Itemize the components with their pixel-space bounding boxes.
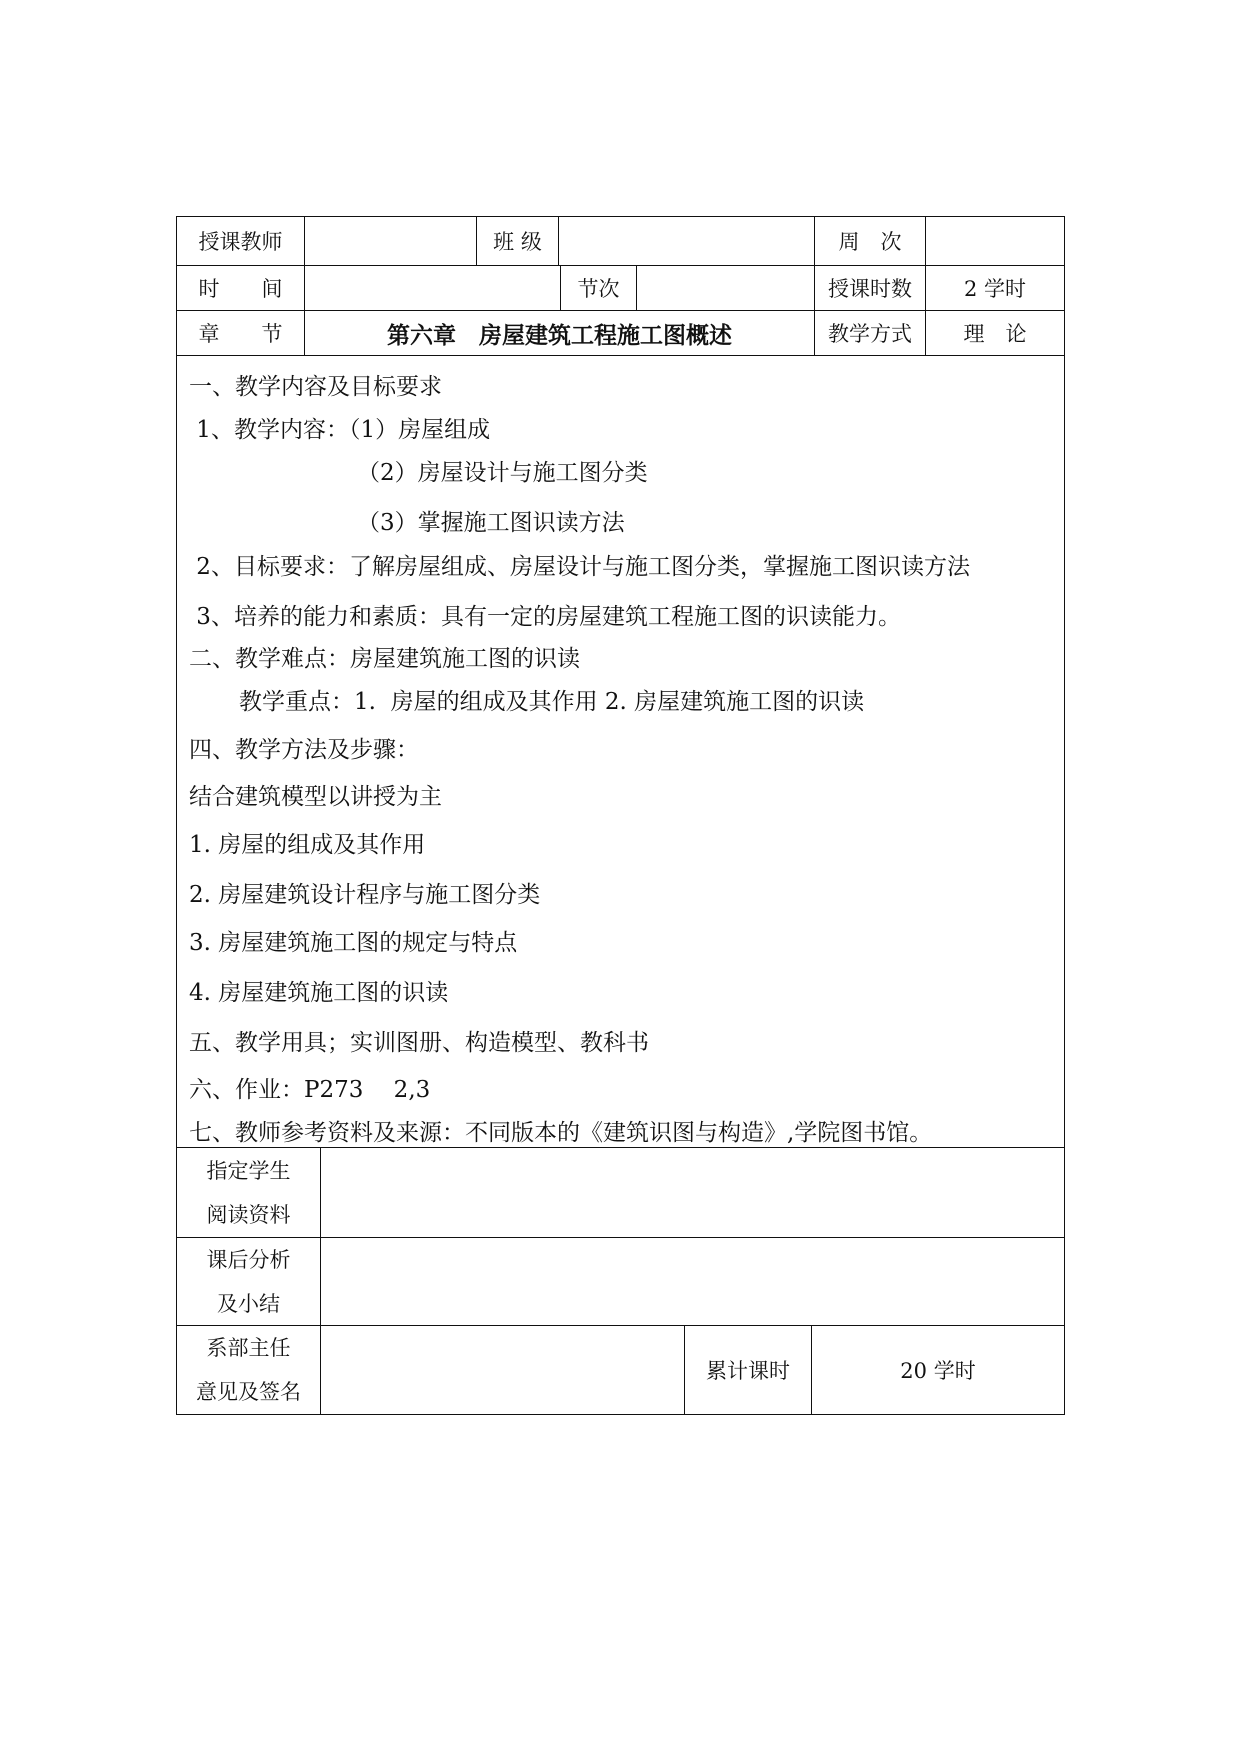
reading-label <box>177 1148 321 1237</box>
content-line: 七、教师参考资料及来源：不同版本的《建筑识图与构造》,学院图书馆。 <box>189 1120 933 1146</box>
content-line: 2、目标要求：了解房屋组成、房屋设计与施工图分类，掌握施工图识读方法 <box>189 554 970 580</box>
content-line: （2）房屋设计与施工图分类 <box>357 460 648 486</box>
section-no-label: 节次 <box>561 266 637 310</box>
cumulative-label: 累计课时 <box>685 1326 812 1414</box>
class-label: 班 级 <box>477 217 559 265</box>
header-row-1 <box>176 216 1065 266</box>
content-line: （3）掌握施工图识读方法 <box>357 510 625 536</box>
content-line: 2. 房屋建筑设计程序与施工图分类 <box>189 882 541 908</box>
header-row-3 <box>176 311 1065 356</box>
content-line: 1、教学内容：（1）房屋组成 <box>189 417 491 443</box>
reading-row <box>176 1148 1065 1238</box>
class-value[interactable] <box>559 217 815 265</box>
week-value[interactable] <box>926 217 1064 265</box>
method-label: 教学方式 <box>815 311 926 355</box>
cumulative-value: 20 学时 <box>900 1359 976 1383</box>
time-value[interactable] <box>305 266 561 310</box>
content-line: 结合建筑模型以讲授为主 <box>189 784 442 810</box>
teaching-content <box>176 356 1065 1148</box>
director-label-line-2: 意见及签名 <box>196 1380 301 1404</box>
analysis-label <box>177 1238 321 1325</box>
content-line: 五、教学用具；实训图册、构造模型、教科书 <box>189 1030 649 1056</box>
director-label <box>177 1326 321 1414</box>
chapter-title: 第六章 房屋建筑工程施工图概述 <box>305 311 815 355</box>
director-value[interactable] <box>321 1326 685 1414</box>
content-line: 3、培养的能力和素质：具有一定的房屋建筑工程施工图的识读能力。 <box>189 604 901 630</box>
section-no-value[interactable] <box>637 266 815 310</box>
analysis-label-line-1: 课后分析 <box>206 1247 291 1272</box>
reading-value[interactable] <box>321 1148 1064 1237</box>
content-line: 4. 房屋建筑施工图的识读 <box>189 980 449 1006</box>
teacher-value[interactable] <box>305 217 477 265</box>
content-line: 3. 房屋建筑施工图的规定与特点 <box>189 930 518 956</box>
week-label: 周 次 <box>815 217 926 265</box>
content-line: 六、作业：P273 2,3 <box>189 1077 431 1103</box>
content-line: 教学重点：1. 房屋的组成及其作用 2. 房屋建筑施工图的识读 <box>239 689 865 715</box>
reading-label-line-2: 阅读资料 <box>206 1202 291 1227</box>
hours-value: 2 学时 <box>963 277 1027 301</box>
content-line: 1. 房屋的组成及其作用 <box>189 832 426 858</box>
time-label: 时 间 <box>177 266 305 310</box>
teacher-label: 授课教师 <box>177 217 305 265</box>
content-line: 二、教学难点：房屋建筑施工图的识读 <box>189 646 580 672</box>
director-row <box>176 1326 1065 1415</box>
director-label-line-1: 系部主任 <box>206 1336 291 1360</box>
method-value: 理 论 <box>963 322 1027 346</box>
reading-label-line-1: 指定学生 <box>206 1158 291 1183</box>
hours-label: 授课时数 <box>815 266 926 310</box>
analysis-label-line-2: 及小结 <box>217 1291 280 1316</box>
analysis-value[interactable] <box>321 1238 1064 1325</box>
chapter-label: 章 节 <box>177 311 305 355</box>
analysis-row <box>176 1238 1065 1326</box>
lesson-plan-table <box>176 216 1065 1415</box>
content-line: 四、教学方法及步骤： <box>189 737 419 763</box>
content-line: 一、教学内容及目标要求 <box>189 374 442 400</box>
header-row-2 <box>176 266 1065 311</box>
